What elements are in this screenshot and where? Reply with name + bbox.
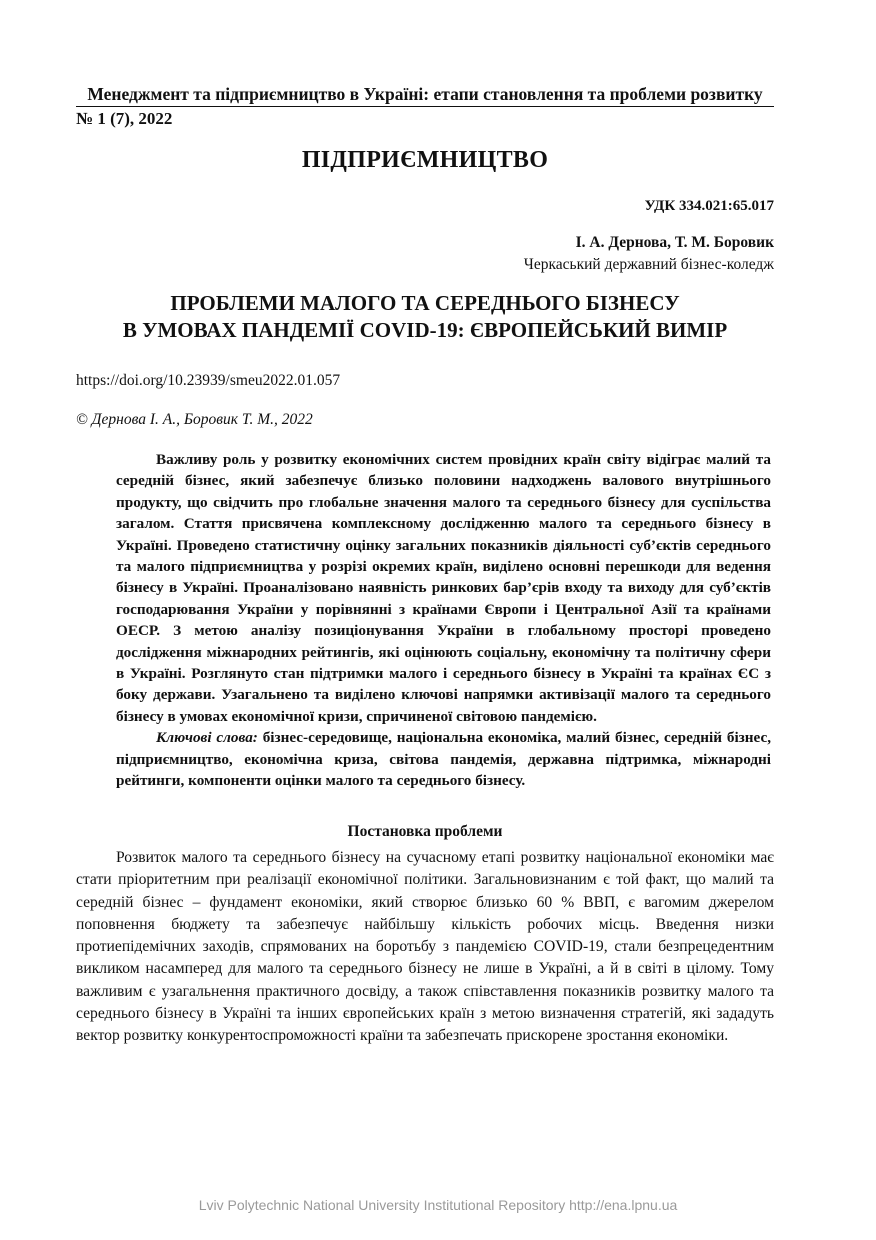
- header-divider: [76, 106, 774, 107]
- body-text: [76, 847, 774, 1048]
- article-authors: І. А. Дернова, Т. М. Боровик: [575, 234, 774, 251]
- article-title-line: В УМОВАХ ПАНДЕМІЇ COVID-19: ЄВРОПЕЙСЬКИЙ ВИМІР: [122, 318, 728, 342]
- issue-number: № 1 (7), 2022: [76, 109, 173, 128]
- article-title-line: ПРОБЛЕМИ МАЛОГО ТА СЕРЕДНЬОГО БІЗНЕСУ: [170, 291, 680, 315]
- journal-running-header: Менеджмент та підприємництво в Україні: етапи становлення та проблеми розвитку: [87, 84, 763, 104]
- doi-link[interactable]: https://doi.org/10.23939/smeu2022.01.057: [76, 372, 341, 389]
- section-title: ПІДПРИЄМНИЦТВО: [301, 147, 549, 173]
- repository-footer: Lviv Polytechnic National University Institutional Repository http://ena.lpnu.ua: [198, 1197, 678, 1213]
- body-paragraph: Розвиток малого та середнього бізнесу на сучасному етапі розвитку національної економіки має стати пріоритетним при реалізації економічної політики. Загальновизнаним є той факт, що малий та середній бізнес – фундамент економіки, який створює близько 60 % ВВП, є вагомим джерелом поповнення бюджету та забезпечує найбільшу кількість робочих місць. Введення низки протиепідемічних заходів, спрямованих на боротьбу з пандемією COVID-19, стали безпрецедентним викликом насамперед для малого та середнього бізнесу не лише в Україні, а й в світі в цілому. Тому важливим є узагальнення практичного досвіду, а також співставлення показників розвитку малого та середнього бізнесу в Україні та інших європейських країн з метою визначення стратегій, які зададуть вектор розвитку конкурентоспроможності країни та забезпечать прискорене зростання економіки.: [76, 849, 774, 1045]
- section-heading: Постановка проблеми: [347, 823, 503, 840]
- keywords-label: Ключові слова:: [156, 729, 258, 747]
- keywords-list: бізнес-середовище, національна економіка, малий бізнес, середній бізнес, підприємництво, економічна криза, світова пандемія, державна підтримка, міжнародні рейтинги, компоненти оцінки малого та середнього бізнесу.: [116, 729, 771, 790]
- copyright-notice: © Дернова І. А., Боровик Т. М., 2022: [76, 411, 313, 428]
- abstract-text: Важливу роль у розвитку економічних систем провідних країн світу відіграє малий та середній бізнес, який забезпечує близько половини надходжень валового внутрішнього продукту, що свідчить про глобальне значення малого та середнього бізнесу для суспільства загалом. Стаття присвячена комплексному дослідженню малого та середнього бізнесу в Україні. Проведено статистичну оцінку загальних показників діяльності суб’єктів середнього та малого підприємництва у розрізі окремих країн, виділено основні перешкоди для ведення бізнесу в Україні. Проаналізовано наявність ринкових бар’єрів входу та виходу для суб’єктів господарювання України у порівнянні з країнами Європи і Центральної Азії та країнами ОЕСР. З метою аналізу позиціонування України в глобальному просторі проведено дослідження міжнародних рейтингів, які оцінюють соціальну, економічну та політичну сфери в Україні. Розглянуто стан підтримки малого і середнього бізнесу в Україні та країнах ЄС з боку держави. Узагальнено та виділено ключові напрямки активізації малого та середнього бізнесу в умовах економічної кризи, спричиненої світовою пандемією.: [116, 451, 771, 725]
- abstract: [116, 449, 771, 792]
- keywords-paragraph: [116, 727, 771, 791]
- article-page: [76, 0, 774, 1240]
- article-title: [76, 290, 774, 344]
- udk-code: УДК 334.021:65.017: [644, 198, 774, 214]
- author-affiliation: Черкаський державний бізнес-коледж: [523, 256, 774, 273]
